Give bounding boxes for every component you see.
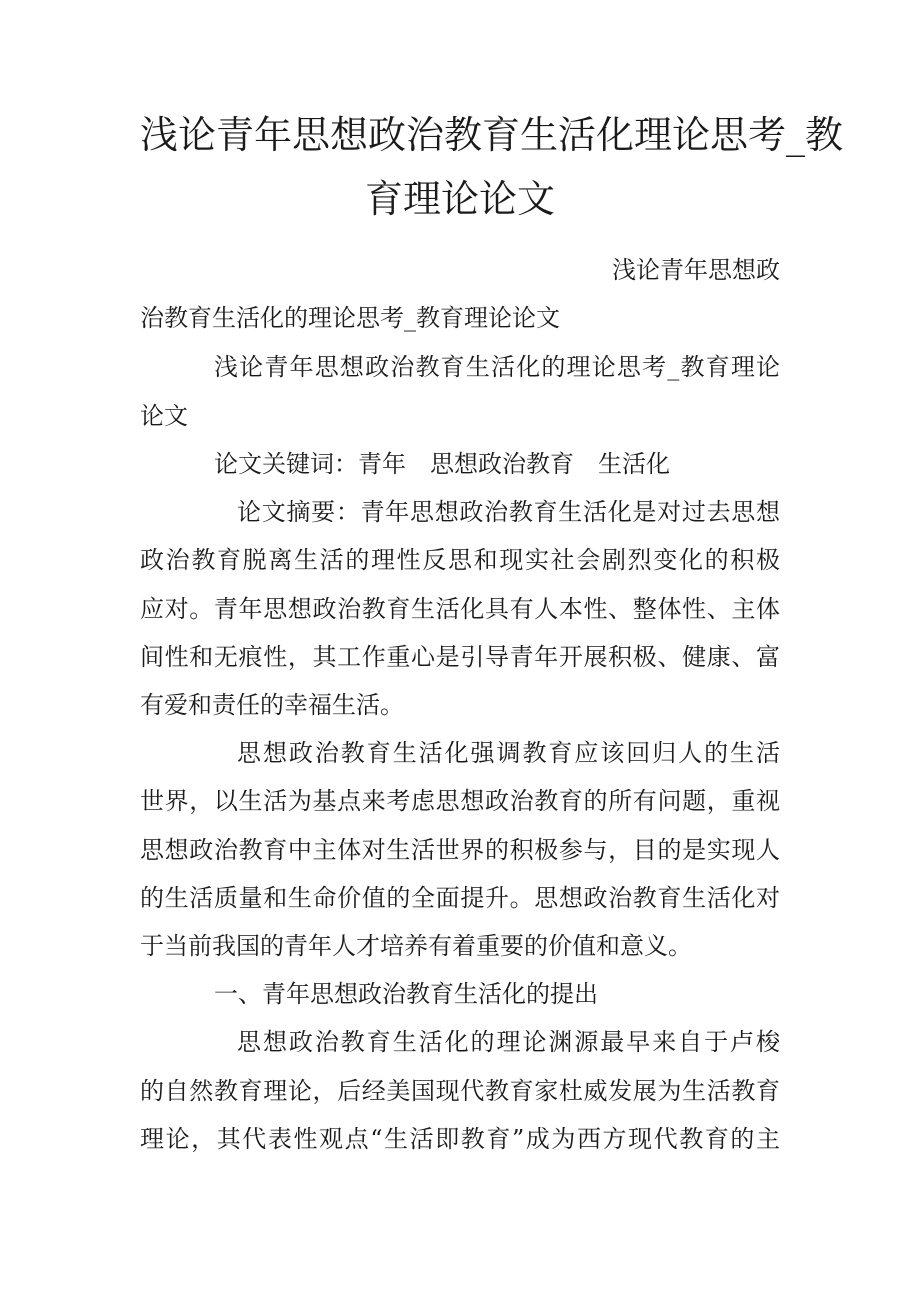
intro-line-5: 于当前我国的青年人才培养有着重要的价值和意义。 xyxy=(140,932,692,960)
section-line-3: 理论，其代表性观点“生活即教育”成为西方现代教育的主 xyxy=(140,1125,780,1153)
section-line-1: 思想政治教育生活化的理论渊源最早来自于卢梭 xyxy=(237,1028,780,1056)
abstract-line-2: 政治教育脱离生活的理性反思和现实社会剧烈变化的积极 xyxy=(140,546,780,574)
intro-line-3: 思想政治教育中主体对生活世界的积极参与，目的是实现人 xyxy=(140,836,780,864)
subtitle-line-1: 浅论青年思想政治教育生活化的理论思考_教育理论 xyxy=(214,353,780,381)
subtitle-line-2: 论文 xyxy=(140,402,188,430)
header-line-2: 治教育生活化的理论思考_教育理论论文 xyxy=(140,304,560,332)
keywords-line: 论文关键词：青年 思想政治教育 生活化 xyxy=(214,450,670,478)
section-line-2: 的自然教育理论，后经美国现代教育家杜威发展为生活教育 xyxy=(140,1077,780,1105)
document-title-line-1: 浅论青年思想政治教育生活化理论思考_教 xyxy=(140,113,844,157)
section-heading: 一、青年思想政治教育生活化的提出 xyxy=(214,980,598,1008)
intro-line-2: 世界，以生活为基点来考虑思想政治教育的所有问题，重视 xyxy=(140,787,780,815)
abstract-line-4: 间性和无痕性，其工作重心是引导青年开展积极、健康、富 xyxy=(140,643,780,671)
abstract-line-5: 有爱和责任的幸福生活。 xyxy=(140,691,404,719)
intro-line-4: 的生活质量和生命价值的全面提升。思想政治教育生活化对 xyxy=(140,884,780,912)
abstract-line-3: 应对。青年思想政治教育生活化具有人本性、整体性、主体 xyxy=(140,595,780,623)
header-line-1: 浅论青年思想政 xyxy=(612,256,780,284)
document-title-line-2: 育理论论文 xyxy=(364,177,555,221)
intro-line-1: 思想政治教育生活化强调教育应该回归人的生活 xyxy=(237,739,780,767)
abstract-line-1: 论文摘要：青年思想政治教育生活化是对过去思想 xyxy=(237,498,780,526)
